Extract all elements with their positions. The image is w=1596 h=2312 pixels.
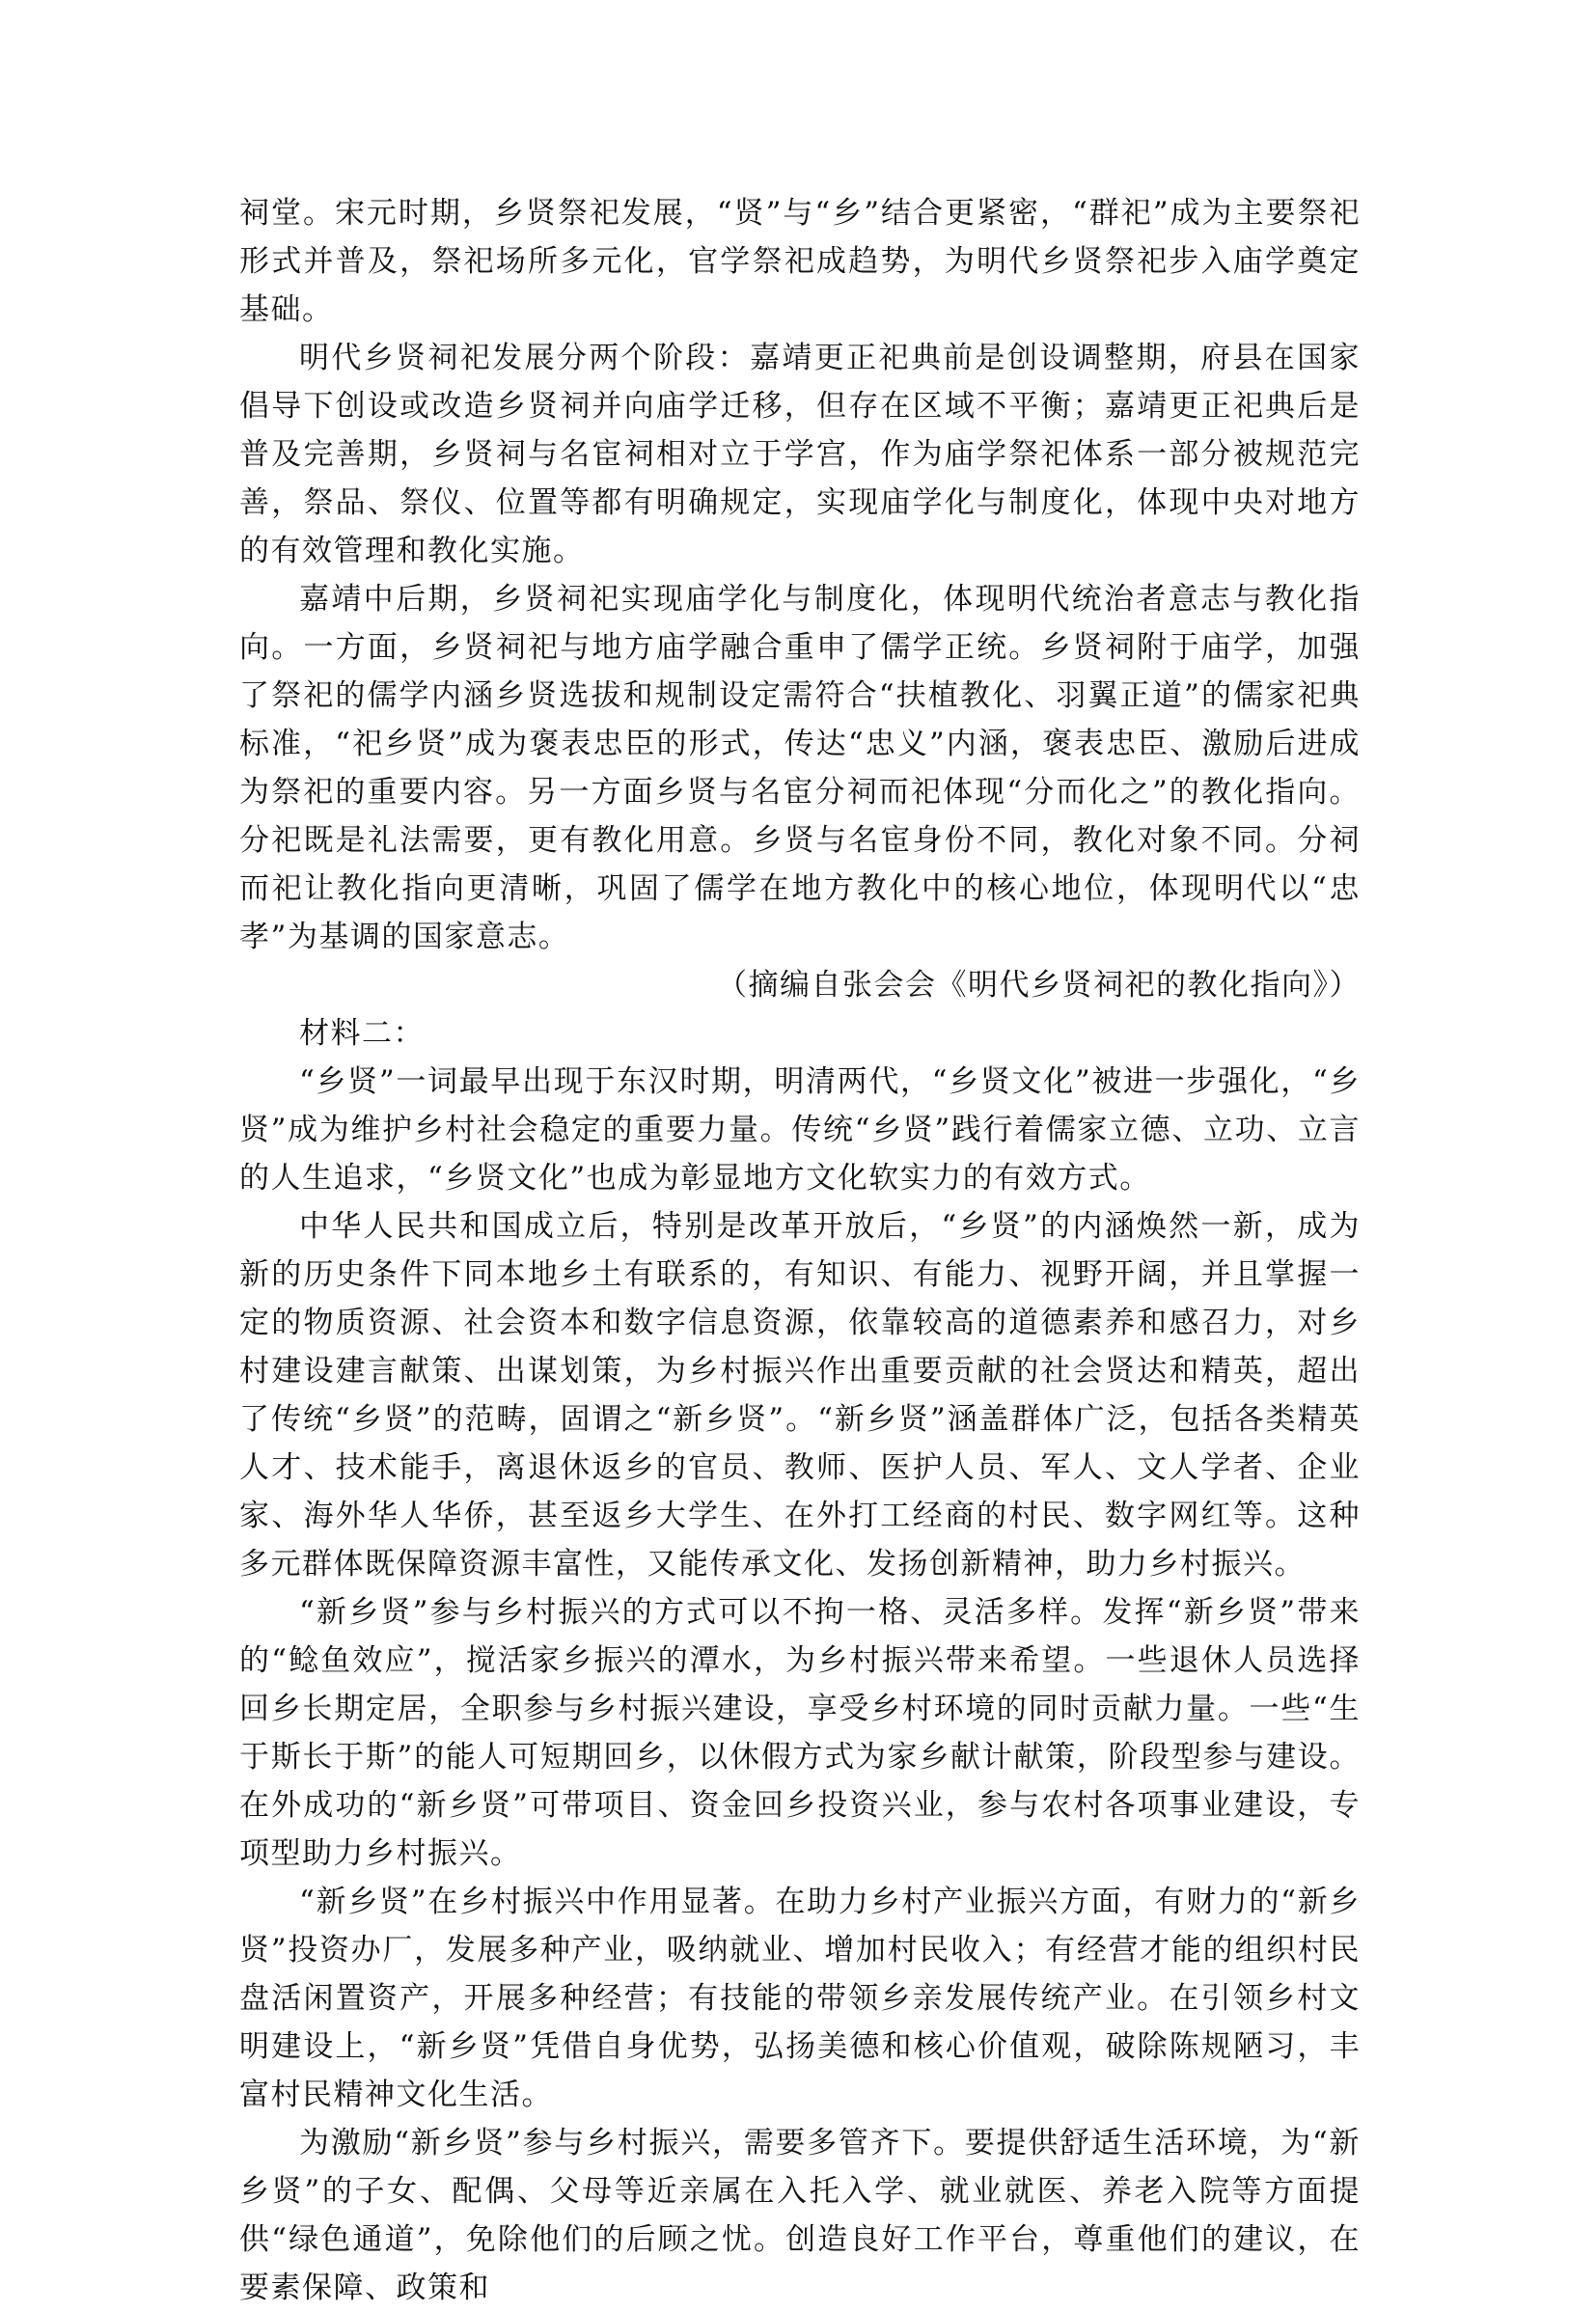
document-body: [239, 189, 1361, 2312]
paragraph-4: “乡贤”一词最早出现于东汉时期，明清两代，“乡贤文化”被进一步强化，“乡贤”成为维护乡村社会稳定的重要力量。传统“乡贤”践行着儒家立德、立功、立言的人生追求，“乡贤文化”也成为彰显地方文化软实力的有效方式。: [239, 1064, 1361, 1196]
paragraph-8: 为激励“新乡贤”参与乡村振兴，需要多管齐下。要提供舒适生活环境，为“新乡贤”的子女、配偶、父母等近亲属在入托入学、就业就医、养老入院等方面提供“绿色通道”，免除他们的后顾之忧。创造良好工作平台，尊重他们的建议，在要素保障、政策和: [239, 2126, 1361, 2305]
paragraph-6: “新乡贤”参与乡村振兴的方式可以不拘一格、灵活多样。发挥“新乡贤”带来的“鲶鱼效应”，搅活家乡振兴的潭水，为乡村振兴带来希望。一些退休人员选择回乡长期定居，全职参与乡村振兴建设，享受乡村环境的同时贡献力量。一些“生于斯长于斯”的能人可短期回乡，以休假方式为家乡献计献策，阶段型参与建设。在外成功的“新乡贤”可带项目、资金回乡投资兴业，参与农村各项事业建设，专项型助力乡村振兴。: [239, 1595, 1361, 1871]
material-two-label: 材料二：: [299, 1016, 425, 1051]
paragraph-3: 嘉靖中后期，乡贤祠祀实现庙学化与制度化，体现明代统治者意志与教化指向。一方面，乡贤祠祀与地方庙学融合重申了儒学正统。乡贤祠附于庙学，加强了祭祀的儒学内涵乡贤选拔和规制设定需符合“扶植教化、羽翼正道”的儒家祀典标准，“祀乡贤”成为褒表忠臣的形式，传达“忠义”内涵，褒表忠臣、激励后进成为祭祀的重要内容。另一方面乡贤与名宦分祠而祀体现“分而化之”的教化指向。分祀既是礼法需要，更有教化用意。乡贤与名宦身份不同，教化对象不同。分祠而祀让教化指向更清晰，巩固了儒学在地方教化中的核心地位，体现明代以“忠孝”为基调的国家意志。: [239, 582, 1361, 954]
paragraph-1: 祠堂。宋元时期，乡贤祭祀发展，“贤”与“乡”结合更紧密，“群祀”成为主要祭祀形式并普及，祭祀场所多元化，官学祭祀成趋势，为明代乡贤祭祀步入庙学奠定基础。: [239, 196, 1361, 327]
paragraph-2: 明代乡贤祠祀发展分两个阶段：嘉靖更正祀典前是创设调整期，府县在国家倡导下创设或改造乡贤祠并向庙学迁移，但存在区域不平衡；嘉靖更正祀典后是普及完善期，乡贤祠与名宦祠相对立于学宫，作为庙学祭祀体系一部分被规范完善，祭品、祭仪、位置等都有明确规定，实现庙学化与制度化，体现中央对地方的有效管理和教化实施。: [239, 341, 1361, 568]
paragraph-5: 中华人民共和国成立后，特别是改革开放后，“乡贤”的内涵焕然一新，成为新的历史条件下同本地乡土有联系的，有知识、有能力、视野开阔，并且掌握一定的物质资源、社会资本和数字信息资源，依靠较高的道德素养和感召力，对乡村建设建言献策、出谋划策，为乡村振兴作出重要贡献的社会贤达和精英，超出了传统“乡贤”的范畴，固谓之“新乡贤”。“新乡贤”涵盖群体广泛，包括各类精英人才、技术能手，离退休返乡的官员、教师、医护人员、军人、文人学者、企业家、海外华人华侨，甚至返乡大学生、在外打工经商的村民、数字网红等。这种多元群体既保障资源丰富性，又能传承文化、发扬创新精神，助力乡村振兴。: [239, 1209, 1361, 1582]
paragraph-7: “新乡贤”在乡村振兴中作用显著。在助力乡村产业振兴方面，有财力的“新乡贤”投资办厂，发展多种产业，吸纳就业、增加村民收入；有经营才能的组织村民盘活闲置资产，开展多种经营；有技能的带领乡亲发展传统产业。在引领乡村文明建设上，“新乡贤”凭借自身优势，弘扬美德和核心价值观，破除陈规陋习，丰富村民精神文化生活。: [239, 1885, 1361, 2112]
source-citation: （摘编自张会会《明代乡贤祠祀的教化指向》）: [717, 968, 1361, 1003]
